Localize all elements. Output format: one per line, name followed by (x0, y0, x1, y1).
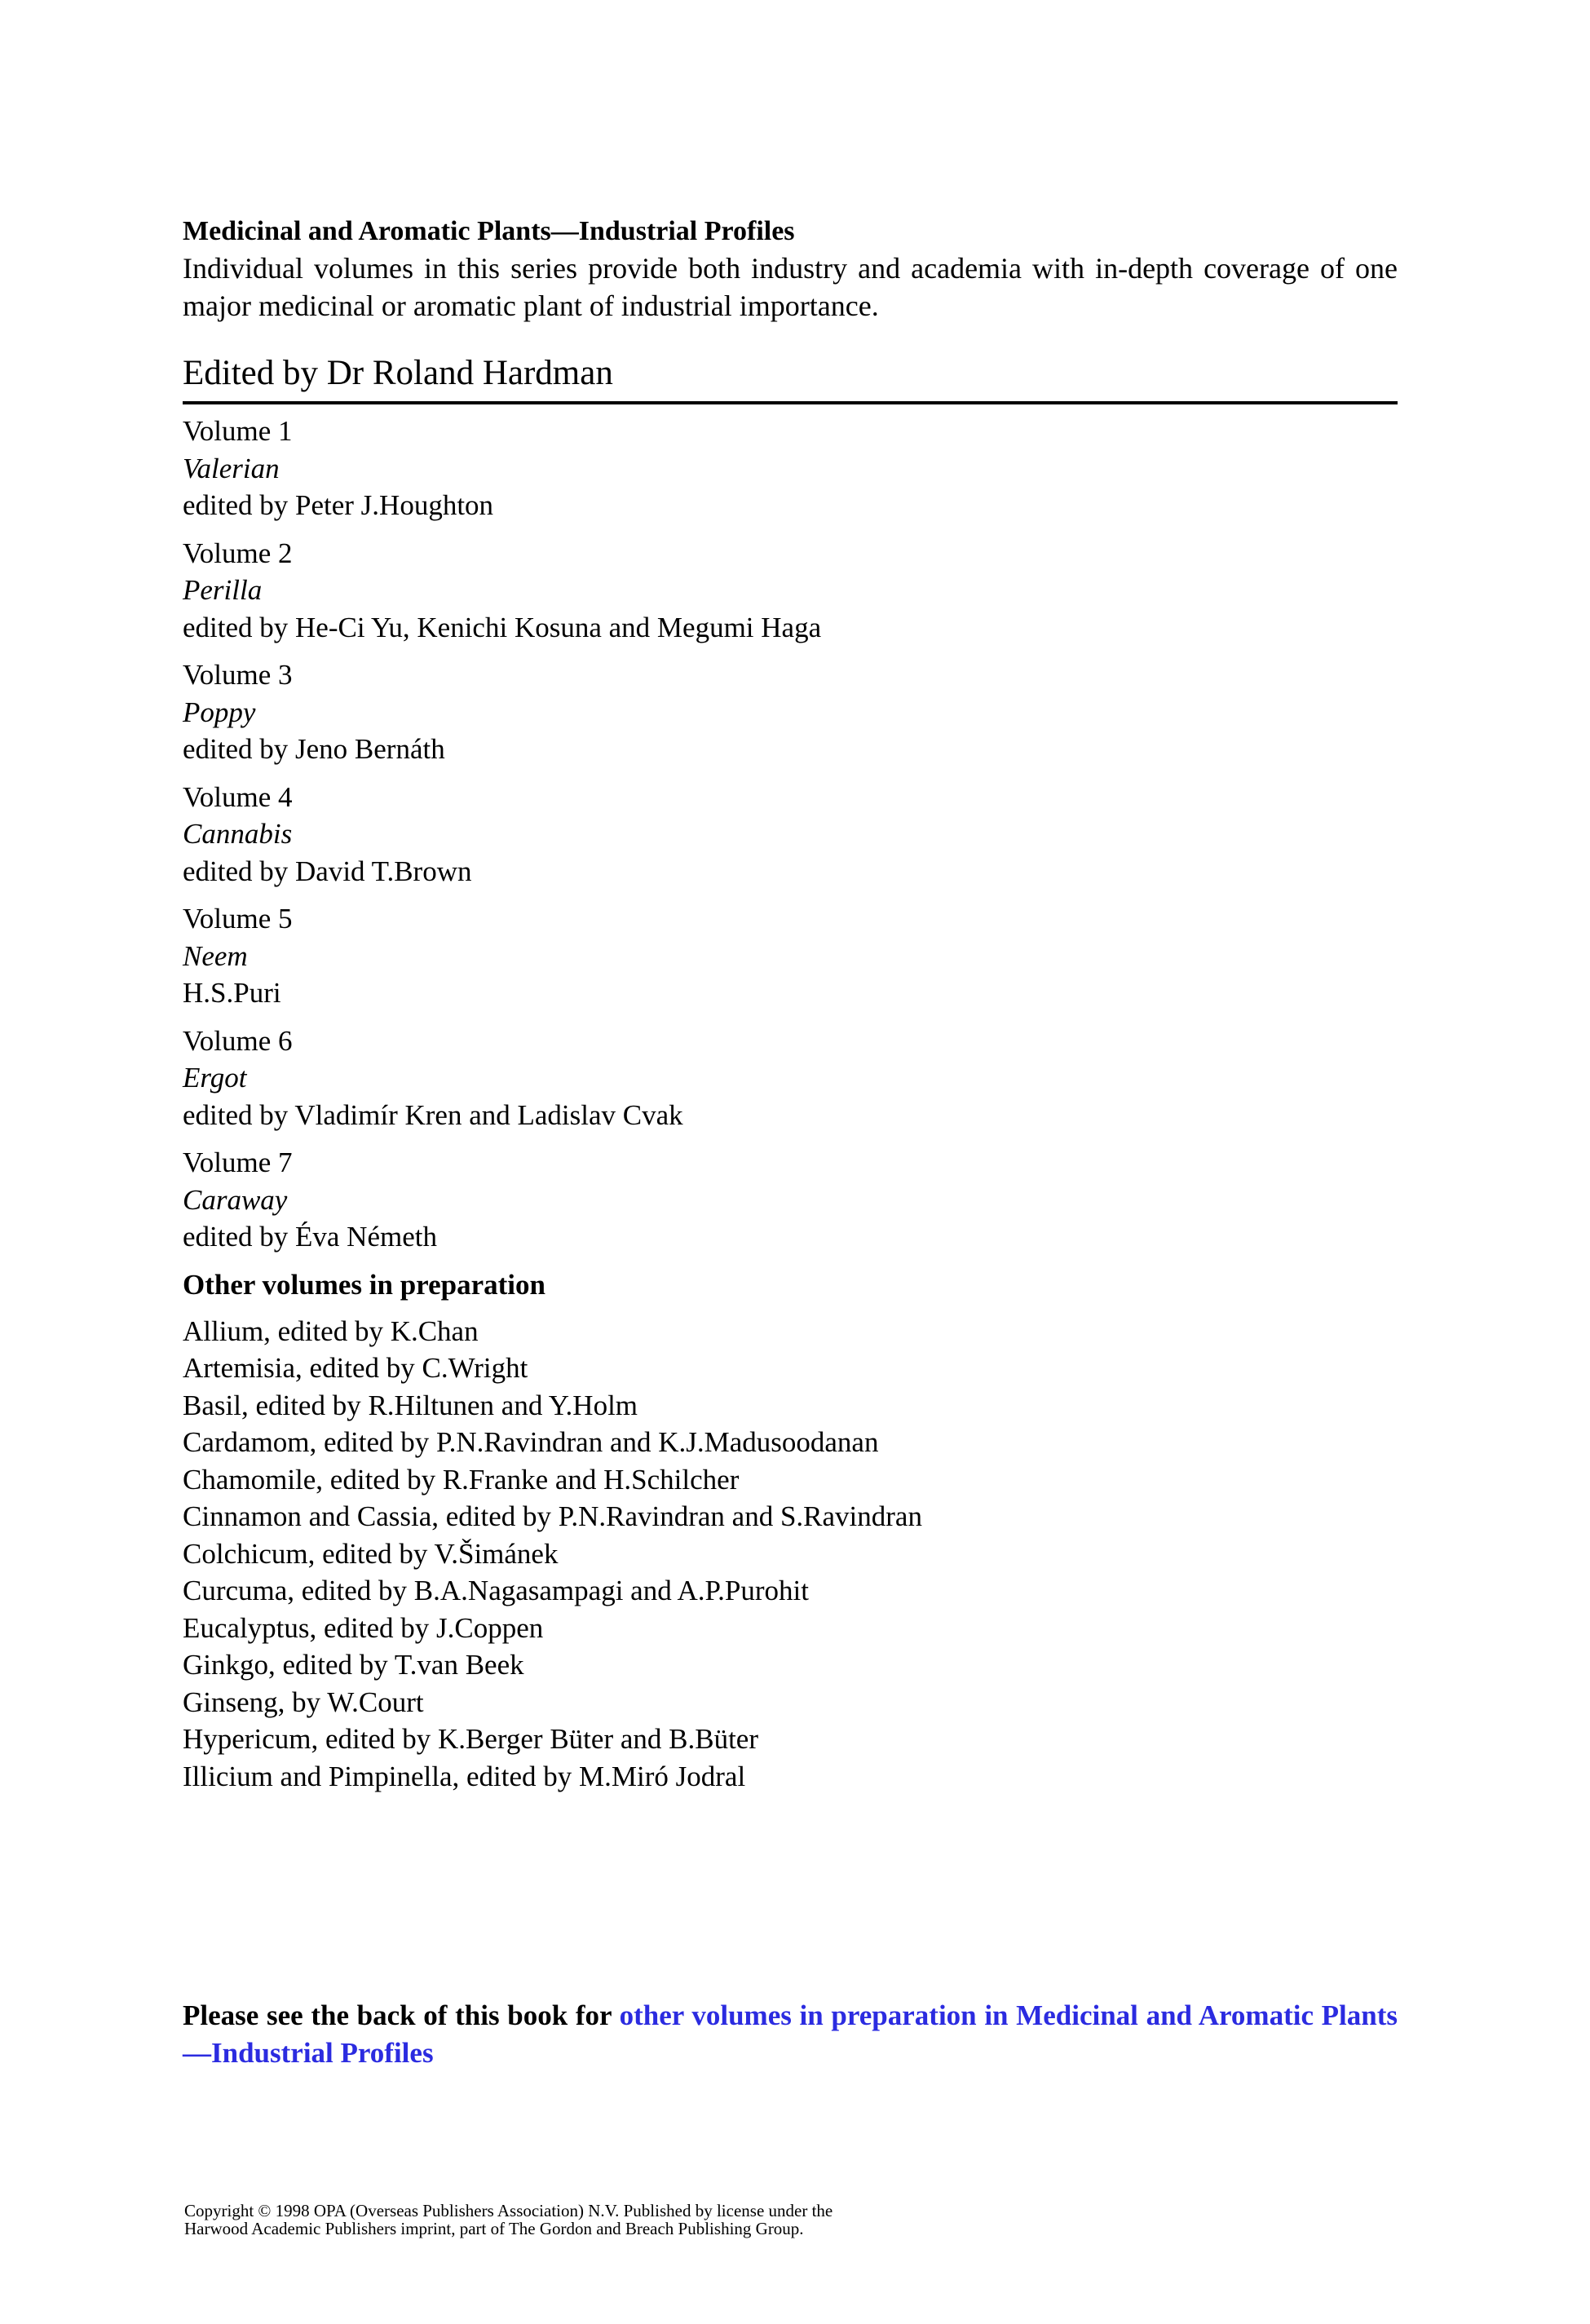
volume-entry (183, 1023, 1398, 1134)
volume-entry (183, 535, 1398, 647)
list-item: Cardamom, edited by P.N.Ravindran and K.J.Madusoodanan (183, 1426, 879, 1458)
list-item: Ginseng, by W.Court (183, 1686, 424, 1718)
volume-title: Cannabis (183, 818, 293, 850)
volume-number: Volume 2 (183, 537, 293, 569)
volume-editor: edited by Peter J.Houghton (183, 489, 494, 521)
series-description: Individual volumes in this series provide both industry and academia with in-depth coverage of one major medicinal or aromatic plant of industrial importance. (183, 252, 1398, 322)
volume-number: Volume 4 (183, 780, 293, 813)
volume-editor: edited by David T.Brown (183, 855, 472, 887)
volume-title: Valerian (183, 452, 280, 484)
volume-number: Volume 1 (183, 415, 293, 447)
series-page (183, 214, 1398, 1795)
volume-title: Poppy (183, 696, 256, 728)
series-title: Medicinal and Aromatic Plants—Industrial Profiles (183, 216, 795, 246)
copyright-line: Harwood Academic Publishers imprint, part of The Gordon and Breach Publishing Group. (184, 2219, 804, 2238)
volume-number: Volume 6 (183, 1024, 293, 1057)
list-item: Curcuma, edited by B.A.Nagasampagi and A.P.Purohit (183, 1575, 809, 1606)
list-item: Ginkgo, edited by T.van Beek (183, 1649, 524, 1681)
volume-title: Neem (183, 939, 248, 972)
list-item: Basil, edited by R.Hiltunen and Y.Holm (183, 1389, 638, 1421)
list-item: Allium, edited by K.Chan (183, 1314, 479, 1347)
volume-number: Volume 7 (183, 1147, 293, 1178)
volume-number: Volume 5 (183, 903, 293, 934)
list-item: Eucalyptus, edited by J.Coppen (183, 1611, 544, 1644)
other-volumes-link[interactable]: other volumes in preparation in Medicinal and Aromatic Plants—Industrial Profiles (183, 1999, 1398, 2069)
volume-title: Caraway (183, 1183, 288, 1216)
list-item: Artemisia, edited by C.Wright (183, 1352, 528, 1384)
volume-entry (183, 779, 1398, 890)
volume-editor: H.S.Puri (183, 977, 281, 1009)
volume-editor: edited by Éva Németh (183, 1221, 437, 1253)
volume-title: Perilla (183, 574, 263, 606)
list-item: Colchicum, edited by V.Šimánek (183, 1537, 559, 1570)
preparation-heading: Other volumes in preparation (183, 1268, 545, 1301)
volume-entry (183, 900, 1398, 1012)
see-back-prefix: Please see the back of this book for (183, 1999, 620, 2031)
volume-list (183, 413, 1398, 1256)
volume-entry (183, 656, 1398, 768)
volume-entry (183, 1144, 1398, 1256)
volume-editor: edited by Vladimír Kren and Ladislav Cvak (183, 1098, 683, 1131)
list-item: Chamomile, edited by R.Franke and H.Schilcher (183, 1463, 740, 1496)
volume-editor: edited by Jeno Bernáth (183, 733, 445, 765)
list-item: Illicium and Pimpinella, edited by M.Miró Jodral (183, 1760, 746, 1792)
preparation-list (183, 1313, 1398, 1796)
copyright-line: Copyright © 1998 OPA (Overseas Publishers Association) N.V. Published by license under the (184, 2201, 833, 2220)
volume-number: Volume 3 (183, 659, 293, 691)
copyright-notice (184, 2202, 1000, 2238)
list-item: Cinnamon and Cassia, edited by P.N.Ravindran and S.Ravindran (183, 1500, 922, 1532)
editor-heading: Edited by Dr Roland Hardman (183, 351, 1398, 404)
volume-title: Ergot (183, 1062, 247, 1094)
volume-entry (183, 413, 1398, 524)
see-back-note (183, 1997, 1398, 2072)
volume-editor: edited by He-Ci Yu, Kenichi Kosuna and Megumi Haga (183, 611, 822, 643)
list-item: Hypericum, edited by K.Berger Büter and B.Büter (183, 1723, 758, 1755)
